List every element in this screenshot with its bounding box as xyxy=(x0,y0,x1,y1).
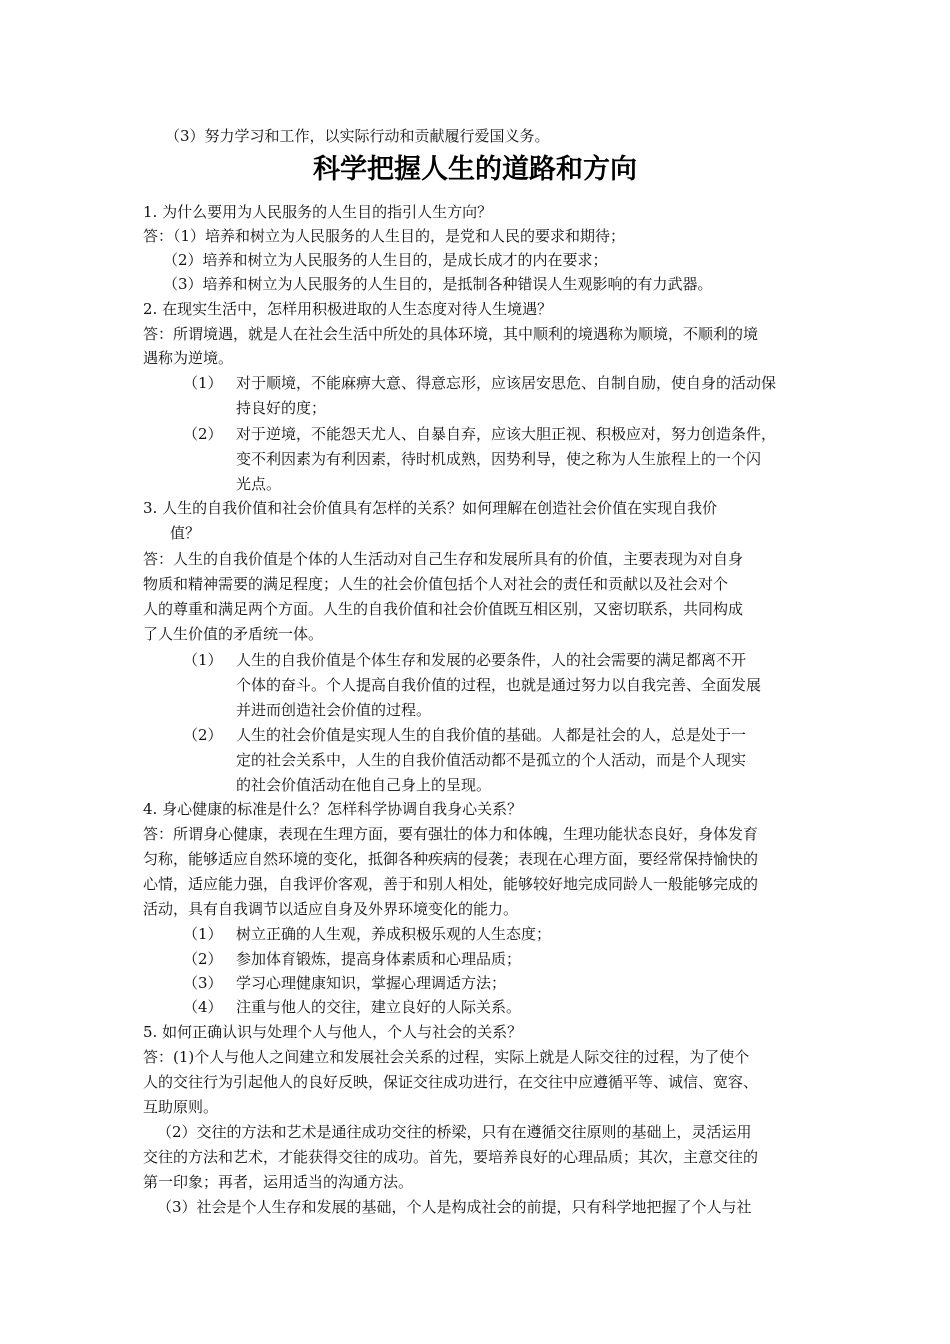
q2-item-number: （1） xyxy=(183,374,223,392)
q4-answer-line: 答：所谓身心健康，表现在生理方面，要有强壮的体力和体魄，生理功能状态良好，身体发育 xyxy=(143,825,759,843)
q3-item-line: 的社会价值活动在他自己身上的呈现。 xyxy=(236,776,492,794)
q3-answer-line: 答：人生的自我价值是个体的人生活动对自己生存和发展所具有的价值，主要表现为对自身 xyxy=(143,550,744,568)
question-2: 2. 在现实生活中，怎样用积极进取的人生态度对待人生境遇？ xyxy=(143,300,553,318)
q2-item-line: 持良好的度； xyxy=(236,399,327,417)
q2-item-line: 变不利因素为有利因素，待时机成熟，因势利导，使之称为人生旅程上的一个闪 xyxy=(236,450,762,468)
q3-item-line: 人生的社会价值是实现人生的自我价值的基础。人都是社会的人，总是处于一 xyxy=(236,726,747,744)
question-3-cont: 值？ xyxy=(170,524,201,542)
q3-answer-line: 了人生价值的矛盾统一体。 xyxy=(143,625,324,643)
question-4: 4. 身心健康的标准是什么？怎样科学协调自我身心关系？ xyxy=(143,800,523,818)
q4-item-number: （1） xyxy=(183,925,223,943)
q1-answer-line: （3）培养和树立为人民服务的人生目的，是抵制各种错误人生观影响的有力武器。 xyxy=(163,275,713,293)
q2-item-line: 对于逆境，不能怨天尤人、自暴自弃，应该大胆正视、积极应对，努力创造条件， xyxy=(236,425,777,443)
q3-item-line: 定的社会关系中，人生的自我价值活动都不是孤立的个人活动，而是个人现实 xyxy=(236,751,747,769)
q4-item-text: 注重与他人的交往，建立良好的人际关系。 xyxy=(236,998,522,1016)
q2-item-line: 光点。 xyxy=(236,475,282,493)
q4-item-text: 参加体育锻炼，提高身体素质和心理品质； xyxy=(236,950,522,968)
q2-item-number: （2） xyxy=(183,425,223,443)
q3-item-line: 并进而创造社会价值的过程。 xyxy=(236,701,432,719)
q4-answer-line: 匀称，能够适应自然环境的变化，抵御各种疾病的侵袭；表现在心理方面，要经常保持愉快的 xyxy=(143,850,759,868)
q4-item-text: 树立正确的人生观，养成积极乐观的人生态度； xyxy=(236,925,552,943)
q2-answer-line: 遇称为逆境。 xyxy=(143,349,234,367)
intro-line: （3）努力学习和工作，以实际行动和贡献履行爱国义务。 xyxy=(165,127,550,145)
q5-answer-line: 人的交往行为引起他人的良好反映，保证交往成功进行，在交往中应遵循平等、诚信、宽容、 xyxy=(143,1073,759,1091)
q3-item-line: 人生的自我价值是个体生存和发展的必要条件，人的社会需要的满足都离不开 xyxy=(236,651,747,669)
q2-item-line: 对于顺境，不能麻痹大意、得意忘形，应该居安思危、自制自励，使自身的活动保 xyxy=(236,374,777,392)
q3-item-number: （2） xyxy=(183,726,223,744)
q1-answer-line: 答：（1）培养和树立为人民服务的人生目的，是党和人民的要求和期待； xyxy=(143,227,626,245)
q4-item-number: （3） xyxy=(183,974,223,992)
question-5: 5. 如何正确认识与处理个人与他人，个人与社会的关系？ xyxy=(143,1023,523,1041)
q3-item-line: 个体的奋斗。个人提高自我价值的过程，也就是通过努力以自我完善、全面发展 xyxy=(236,676,762,694)
q5-answer-line: （3）社会是个人生存和发展的基础，个人是构成社会的前提，只有科学地把握了个人与社 xyxy=(157,1198,752,1216)
q3-answer-line: 物质和精神需要的满足程度；人生的社会价值包括个人对社会的责任和贡献以及社会对个 xyxy=(143,575,729,593)
q2-answer-line: 答：所谓境遇，就是人在社会生活中所处的具体环境，其中顺利的境遇称为顺境，不顺利的境 xyxy=(143,325,759,343)
q5-answer-line: （2）交往的方法和艺术是通往成功交往的桥梁，只有在遵循交往原则的基础上，灵活运用 xyxy=(157,1123,752,1141)
q5-answer-line: 第一印象；再者，运用适当的沟通方法。 xyxy=(143,1173,414,1191)
q3-item-number: （1） xyxy=(183,651,223,669)
q4-answer-line: 活动，具有自我调节以适应自身及外界环境变化的能力。 xyxy=(143,900,519,918)
q4-item-number: （2） xyxy=(183,950,223,968)
q5-answer-line: 答：(1)个人与他人之间建立和发展社会关系的过程，实际上就是人际交往的过程，为了使个 xyxy=(143,1048,750,1066)
q4-answer-line: 心情，适应能力强，自我评价客观，善于和别人相处，能够较好地完成同龄人一般能够完成的 xyxy=(143,875,759,893)
question-3: 3. 人生的自我价值和社会价值具有怎样的关系？如何理解在创造社会价值在实现自我价 xyxy=(143,499,718,517)
q3-answer-line: 人的尊重和满足两个方面。人生的自我价值和社会价值既互相区别，又密切联系，共同构成 xyxy=(143,600,744,618)
page-title: 科学把握人生的道路和方向 xyxy=(313,154,637,185)
q4-item-number: （4） xyxy=(183,998,223,1016)
question-1: 1. 为什么要用为人民服务的人生目的指引人生方向？ xyxy=(143,203,493,221)
q5-answer-line: 交往的方法和艺术，才能获得交往的成功。首先，要培养良好的心理品质；其次，主意交往的 xyxy=(143,1148,759,1166)
q4-item-text: 学习心理健康知识，掌握心理调适方法； xyxy=(236,974,507,992)
q1-answer-line: （2）培养和树立为人民服务的人生目的，是成长成才的内在要求； xyxy=(163,251,608,269)
q5-answer-line: 互助原则。 xyxy=(143,1098,219,1116)
